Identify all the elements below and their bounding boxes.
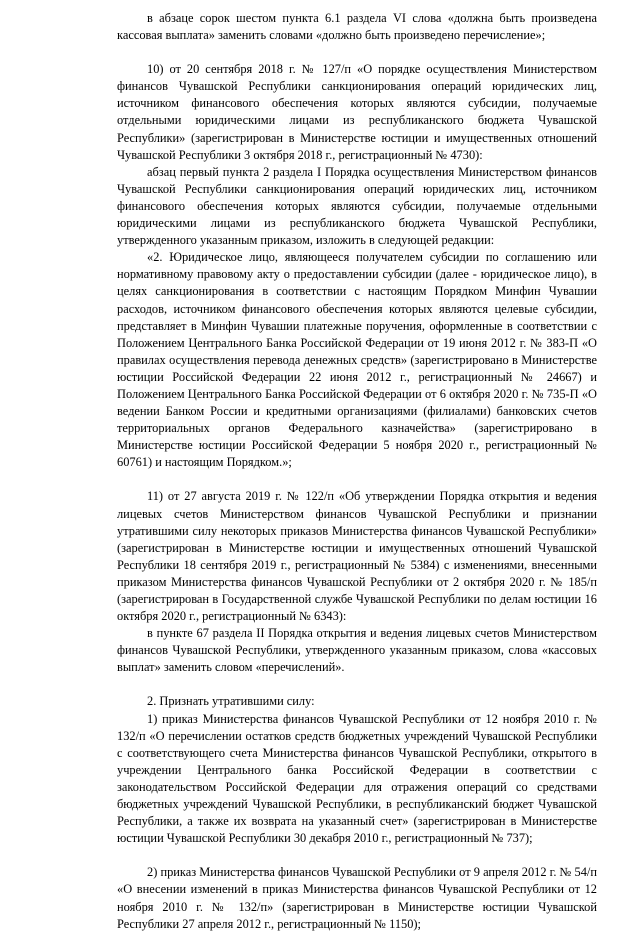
- paragraph-repeal-item-2: 2) приказ Министерства финансов Чувашской Республики от 9 апреля 2012 г. № 54/п «О внесении изменений в приказ Министерства финансов Чувашской Республики от 12 ноября 2010 г. № 132/п» (зарегистрирован в Министерстве юстиции Чувашской Республики 27 апреля 2012 г., регистрационный № 1150);: [117, 865, 597, 931]
- paragraph-repeal-item-1: 1) приказ Министерства финансов Чувашской Республики от 12 ноября 2010 г. № 132/п «О перечислении остатков средств бюджетных учреждений Чувашской Республики с соответствующего счета Министерства финансов Чувашской Республики, открытого в учреждении Центрального банка Российской Федерации в соответствии с законодательством Российской Федерации для отражения операций со средствами бюджетных учреждений Чувашской Республики, в республиканский бюджет Чувашской Республики, а также их возврата на указанный счет» (зарегистрирован в Министерстве юстиции Чувашской Республики 30 декабря 2010 г., регистрационный № 737);: [117, 711, 597, 846]
- document-body: [117, 10, 597, 933]
- paragraph-item-11: 11) от 27 августа 2019 г. № 122/п «Об утверждении Порядка открытия и ведения лицевых счетов Министерством финансов Чувашской Республики и признании утратившими силу некоторых приказов Министерства финансов Чувашской Республики» (зарегистрирован в Министерстве юстиции и имущественных отношений Чувашской Республики 18 сентября 2019 г., регистрационный № 5384) с изменениями, внесенными приказом Министерства финансов Чувашской Республики от 2 октября 2020 г. № 185/п (зарегистрирован в Государственной службе Чувашской Республики по делам юстиции 16 октября 2020 г., регистрационный № 6343):: [117, 489, 597, 624]
- paragraph-item-10-new-wording: «2. Юридическое лицо, являющееся получателем субсидии по соглашению или нормативному правовому акту о предоставлении субсидии (далее - юридическое лицо), в целях санкционирования в соответствии с настоящим Порядком Минфин Чувашии расходов, источником финансового обеспечения которых являются целевые субсидии, представляет в Минфин Чувашии платежные поручения, оформленные в соответствии с Положением Центрального Банка Российской Федерации от 19 июня 2012 г. № 383-П «О правилах осуществления перевода денежных средств» (зарегистрировано в Министерстве юстиции Российской Федерации 22 июня 2012 г., регистрационный № 24667) и Положением Центрального Банка Российской Федерации от 6 октября 2020 г. № 735-П «О ведении Банком России и кредитными организациями (филиалами) банковских счетов территориальных органов Федерального казначейства» (зарегистрировано в Министерстве юстиции Российской Федерации 5 ноября 2020 г., регистрационный № 60761) и настоящим Порядком.»;: [117, 250, 597, 470]
- paragraph-item-10-first-paragraph: абзац первый пункта 2 раздела I Порядка осуществления Министерством финансов Чувашской Республики санкционирования операций юридических лиц, источником финансового обеспечения которых являются субсидии, получаемые отдельными юридическими лицами из республиканского бюджета Чувашской Республики, утвержденного указанным приказом, изложить в следующей редакции:: [117, 164, 597, 248]
- paragraph-item-11-clause-67: в пункте 67 раздела II Порядка открытия и ведения лицевых счетов Министерством финансов Чувашской Республики, утвержденного указанным приказом, слова «кассовых выплат» заменить словом «перечислений».: [117, 626, 597, 675]
- paragraph-section-2-heading: 2. Признать утратившими силу:: [147, 694, 315, 709]
- paragraph-item-10: 10) от 20 сентября 2018 г. № 127/п «О порядке осуществления Министерством финансов Чувашской Республики санкционирования операций юридических лиц, источником финансового обеспечения которых являются субсидии, получаемые отдельными юридическими лицами из республиканского бюджета Чувашской Республики» (зарегистрирован в Министерстве юстиции и имущественных отношений Чувашской Республики 3 октября 2018 г., регистрационный № 4730):: [117, 62, 597, 162]
- paragraph-46th-paragraph-amendment: в абзаце сорок шестом пункта 6.1 раздела VI слова «должна быть произведена кассовая выплата» заменить словами «должно быть произведено перечисление»;: [117, 11, 597, 43]
